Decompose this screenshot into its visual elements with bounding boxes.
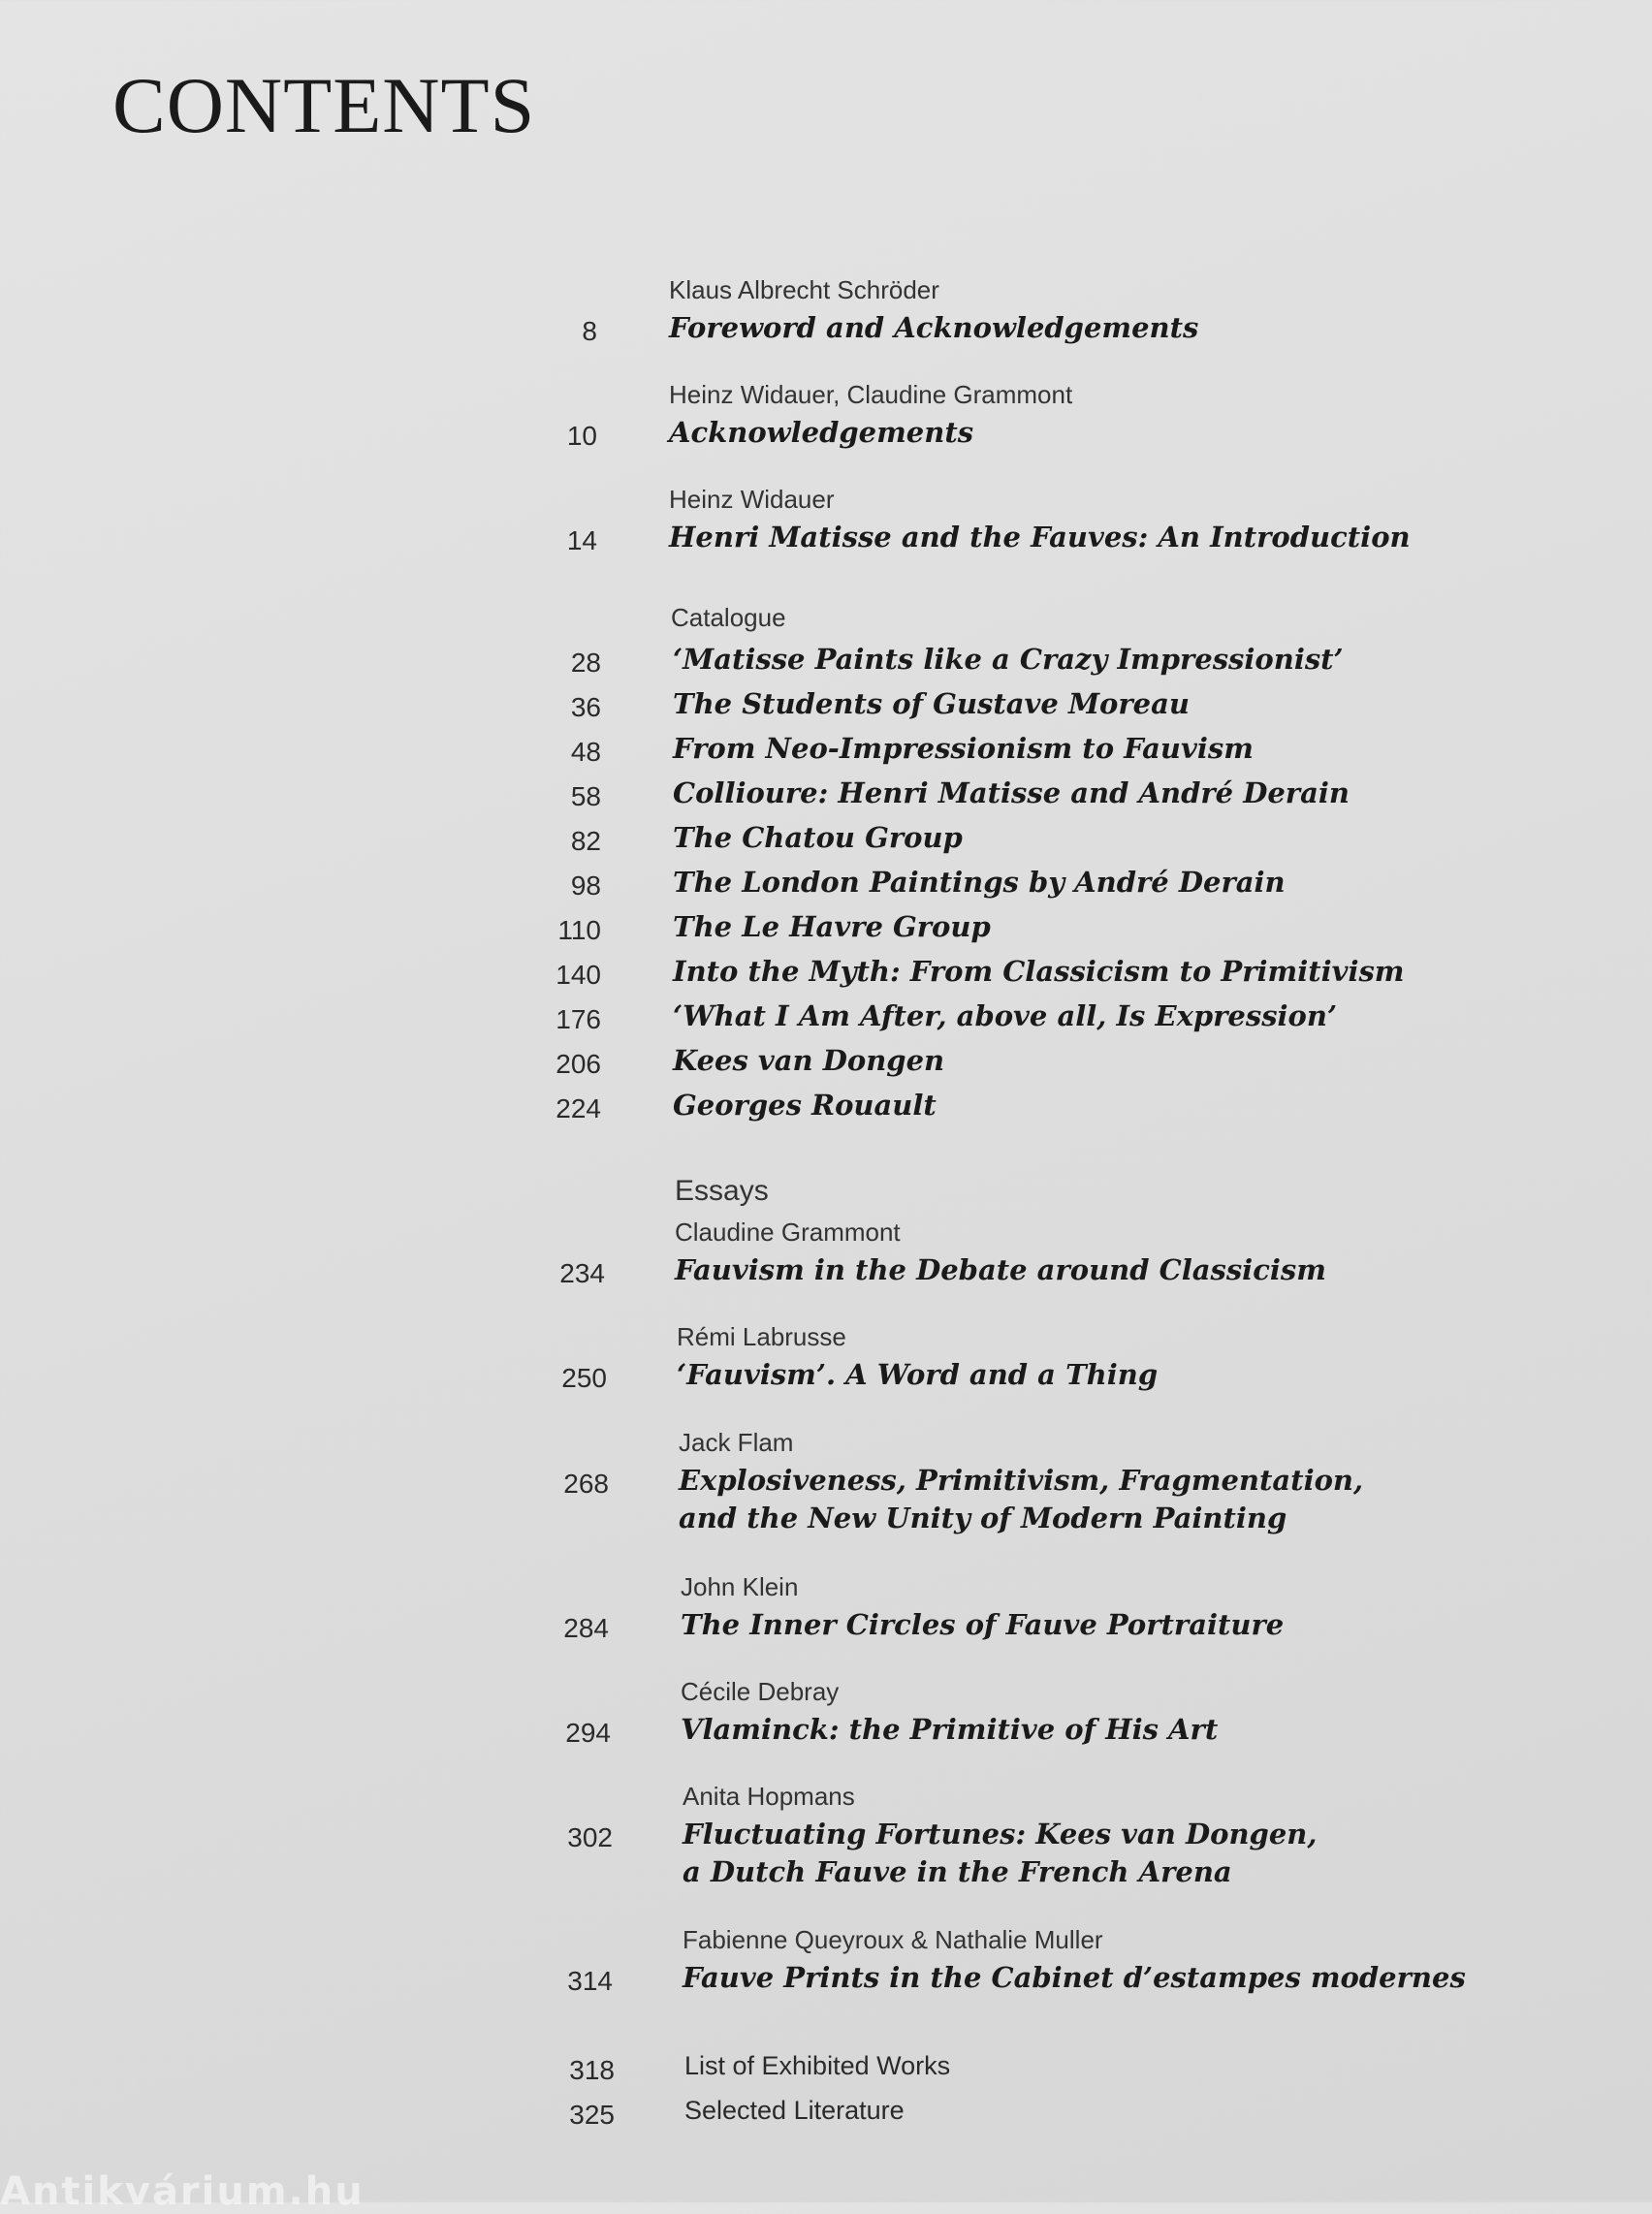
entry-page-number: 28 (570, 648, 601, 678)
entry-title[interactable]: Explosiveness, Primitivism, Fragmentation, (679, 1464, 1364, 1497)
entry-page-number: 10 (566, 421, 597, 451)
entry-title[interactable]: List of Exhibited Works (684, 2051, 951, 2080)
entry-title[interactable]: ‘What I Am After, above all, Is Expression’ (673, 999, 1338, 1032)
entry-page-number: 302 (567, 1822, 613, 1852)
entry-title[interactable]: Fluctuating Fortunes: Kees van Dongen, (683, 1818, 1318, 1850)
entry-title[interactable]: ‘Fauvism’. A Word and a Thing (677, 1358, 1159, 1391)
entry-title[interactable]: The Inner Circles of Fauve Portraiture (681, 1608, 1285, 1641)
entry-page-number: 325 (569, 2100, 615, 2130)
entry-title[interactable]: Fauve Prints in the Cabinet d’estampes modernes (683, 1961, 1466, 1994)
entry-title[interactable]: Into the Myth: From Classicism to Primitivism (673, 955, 1405, 988)
essays-heading: Essays (675, 1175, 769, 1207)
entry-page-number: 314 (567, 1966, 613, 1996)
entry-title[interactable]: Vlaminck: the Primitive of His Art (681, 1713, 1219, 1746)
entry-title[interactable]: From Neo-Impressionism to Fauvism (673, 732, 1254, 765)
entry-page-number: 8 (582, 316, 597, 346)
entry-title[interactable]: Foreword and Acknowledgements (669, 311, 1199, 344)
entry-page-number: 82 (570, 826, 601, 856)
entry-title[interactable]: Fauvism in the Debate around Classicism (675, 1253, 1326, 1286)
entry-page-number: 176 (556, 1004, 601, 1034)
entry-page-number: 36 (570, 692, 601, 722)
entry-title[interactable]: Georges Rouault (673, 1089, 937, 1122)
entry-page-number: 294 (565, 1718, 611, 1748)
entry-page-number: 224 (556, 1093, 601, 1123)
entry-page-number: 284 (563, 1613, 609, 1643)
entry-title[interactable]: The Chatou Group (673, 821, 963, 854)
entry-author: Rémi Labrusse (677, 1322, 846, 1351)
watermark-text: Antikvárium.hu (0, 2169, 365, 2214)
entry-title[interactable]: The Le Havre Group (673, 910, 991, 943)
entry-author: Heinz Widauer, Claudine Grammont (669, 380, 1073, 409)
entry-page-number: 110 (557, 915, 601, 945)
entry-page-number: 14 (566, 525, 597, 555)
entry-page-number: 318 (569, 2055, 615, 2085)
entry-title[interactable]: Henri Matisse and the Fauves: An Introduction (669, 521, 1411, 554)
entry-page-number: 140 (556, 960, 601, 990)
entry-title-continued[interactable]: and the New Unity of Modern Painting (679, 1502, 1287, 1534)
entry-title[interactable]: Collioure: Henri Matisse and André Derain (673, 776, 1350, 809)
entry-page-number: 98 (570, 870, 601, 901)
catalogue-heading: Catalogue (671, 603, 786, 632)
entry-page-number: 234 (559, 1258, 605, 1288)
entry-author: Heinz Widauer (669, 485, 835, 514)
entry-page-number: 58 (570, 781, 601, 811)
entry-title[interactable]: The Students of Gustave Moreau (673, 687, 1190, 720)
entry-author: Claudine Grammont (675, 1218, 901, 1247)
entry-page-number: 268 (563, 1469, 609, 1499)
entry-title[interactable]: ‘Matisse Paints like a Crazy Impressionist’ (673, 643, 1344, 676)
entry-author: Klaus Albrecht Schröder (669, 275, 939, 304)
entry-author: Cécile Debray (681, 1677, 840, 1706)
entry-author: John Klein (681, 1572, 799, 1601)
entry-page-number: 206 (556, 1049, 601, 1079)
entry-title[interactable]: Kees van Dongen (673, 1044, 945, 1077)
entry-page-number: 250 (561, 1363, 607, 1393)
entry-author: Jack Flam (679, 1428, 794, 1457)
entry-author: Anita Hopmans (683, 1782, 855, 1811)
entry-title[interactable]: Acknowledgements (669, 416, 974, 449)
entry-page-number: 48 (570, 737, 601, 767)
entry-title-continued[interactable]: a Dutch Fauve in the French Arena (683, 1855, 1232, 1888)
page-title: CONTENTS (112, 61, 536, 149)
entry-title[interactable]: Selected Literature (684, 2096, 905, 2125)
entry-title[interactable]: The London Paintings by André Derain (673, 866, 1286, 899)
entry-author: Fabienne Queyroux & Nathalie Muller (683, 1925, 1103, 1954)
